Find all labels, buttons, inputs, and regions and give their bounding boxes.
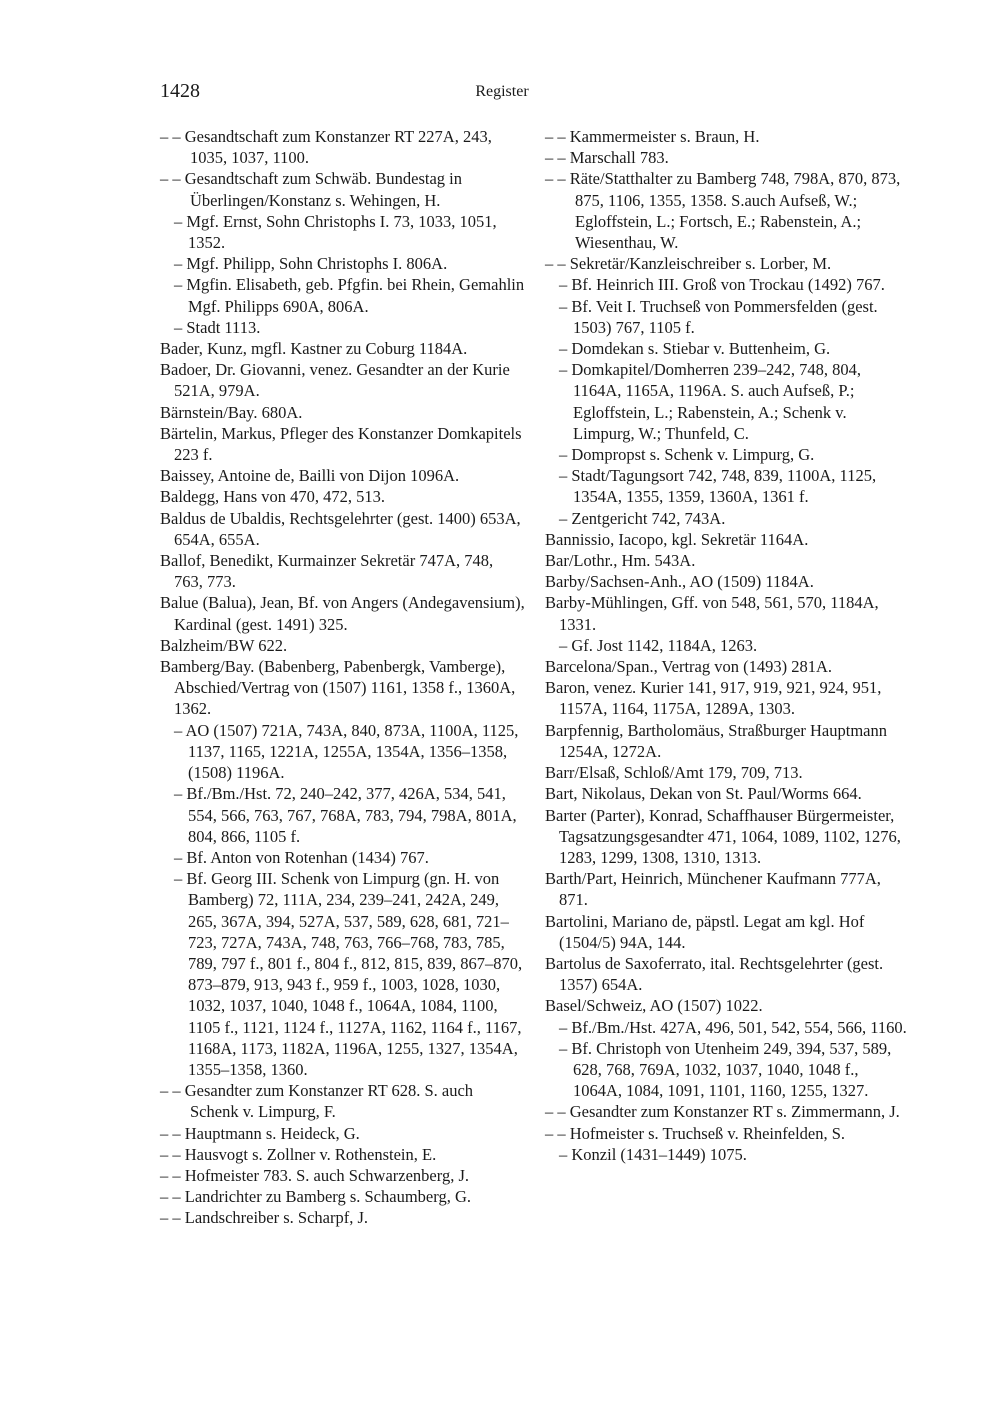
- index-entry: – – Gesandter zum Konstanzer RT s. Zimmermann, J.: [545, 1102, 900, 1122]
- index-entry: – – Landrichter zu Bamberg s. Schaumberg, G.: [160, 1187, 471, 1207]
- index-entry: – – Landschreiber s. Scharpf, J.: [160, 1208, 369, 1228]
- index-entry: – Bf. Georg III. Schenk von Limpurg (gn. H. von Bamberg) 72, 111A, 234, 239–241, 242A, 249, 265, 367A, 394, 527A, 537, 589, 628, 681, 721–723, 727A, 743A, 748, 763, 766–768, 783, 785, 789, 797 f., 801 f., 804 f., 812, 815, 839, 867–870, 873–879, 913, 943 f., 959 f., 1003, 1028, 1030, 1032, 1037, 1040, 1048 f., 1064A, 1084, 1100, 1105 f., 1121, 1124 f., 1127A, 1162, 1164 f., 1167, 1168A, 1173, 1182A, 1196A, 1255, 1327, 1354A, 1355–1358, 1360.: [174, 869, 523, 1079]
- index-entry: Balue (Balua), Jean, Bf. von Angers (Andegavensium), Kardinal (gest. 1491) 325.: [160, 593, 525, 634]
- index-entry: – Domkapitel/Domherren 239–242, 748, 804, 1164A, 1165A, 1196A. S. auch Aufseß, P.; Egloffstein, L.; Rabenstein, A.; Schenk v. Limpurg, W.; Thunfeld, C.: [559, 360, 861, 443]
- index-entry: Baldus de Ubaldis, Rechtsgelehrter (gest. 1400) 653A, 654A, 655A.: [160, 508, 521, 549]
- index-entry: – Stadt/Tagungsort 742, 748, 839, 1100A, 1125, 1354A, 1355, 1359, 1360A, 1361 f.: [559, 466, 877, 507]
- index-entry: – Bf./Bm./Hst. 72, 240–242, 377, 426A, 534, 541, 554, 566, 763, 767, 768A, 783, 794, 798A, 801A, 804, 866, 1105 f.: [174, 784, 517, 846]
- index-entry: Ballof, Benedikt, Kurmainzer Sekretär 747A, 748, 763, 773.: [160, 551, 494, 592]
- index-entry: – Bf./Bm./Hst. 427A, 496, 501, 542, 554, 566, 1160.: [559, 1017, 907, 1037]
- index-entry: – – Hauptmann s. Heideck, G.: [160, 1123, 360, 1143]
- index-entry: Barth/Part, Heinrich, Münchener Kaufmann 777A, 871.: [545, 869, 881, 910]
- index-entry: – Mgfin. Elisabeth, geb. Pfgfin. bei Rhein, Gemahlin Mgf. Philipps 690A, 806A.: [174, 275, 525, 316]
- index-entry: – – Hausvogt s. Zollner v. Rothenstein, E.: [160, 1144, 437, 1164]
- index-entry: Barby-Mühlingen, Gff. von 548, 561, 570, 1184A, 1331.: [545, 593, 879, 634]
- index-entry: Bärnstein/Bay. 680A.: [160, 402, 303, 422]
- index-entry: – Bf. Christoph von Utenheim 249, 394, 537, 589, 628, 768, 769A, 1032, 1037, 1040, 1048 f., 1064A, 1084, 1091, 1101, 1160, 1255, 1327.: [559, 1038, 892, 1101]
- index-entry: Baron, venez. Kurier 141, 917, 919, 921, 924, 951, 1157A, 1164, 1175A, 1289A, 1303.: [545, 678, 882, 719]
- index-entry: Bartolus de Saxoferrato, ital. Rechtsgelehrter (gest. 1357) 654A.: [545, 953, 884, 995]
- index-entry: Bader, Kunz, mgfl. Kastner zu Coburg 1184A.: [160, 339, 468, 359]
- index-entry: Baissey, Antoine de, Bailli von Dijon 1096A.: [160, 466, 460, 486]
- index-entry: – Bf. Heinrich III. Groß von Trockau (1492) 767.: [559, 275, 885, 295]
- index-entry: – – Kammermeister s. Braun, H.: [545, 127, 760, 146]
- index-entry: – Domdekan s. Stiebar v. Buttenheim, G.: [559, 339, 831, 359]
- index-entry: Barr/Elsaß, Schloß/Amt 179, 709, 713.: [545, 763, 803, 783]
- index-entry: – – Gesandtschaft zum Schwäb. Bundestag in Überlingen/Konstanz s. Wehingen, H.: [160, 169, 462, 210]
- index-entry: – – Räte/Statthalter zu Bamberg 748, 798A, 870, 873, 875, 1106, 1355, 1358. S.auch Aufseß, W.; Egloffstein, L.; Fortsch, E.; Rabenstein, A.; Wiesenthau, W.: [545, 169, 901, 253]
- index-entry: – – Sekretär/Kanzleischreiber s. Lorber, M.: [545, 254, 832, 274]
- index-entry: Bannissio, Iacopo, kgl. Sekretär 1164A.: [545, 529, 809, 549]
- index-entry: Barcelona/Span., Vertrag von (1493) 281A.: [545, 657, 833, 677]
- index-entry: Baldegg, Hans von 470, 472, 513.: [160, 487, 386, 507]
- index-entry: – Mgf. Philipp, Sohn Christophs I. 806A.: [174, 254, 448, 274]
- index-entry: Badoer, Dr. Giovanni, venez. Gesandter an der Kurie 521A, 979A.: [160, 360, 510, 401]
- index-entry: Bärtelin, Markus, Pfleger des Konstanzer Domkapitels 223 f.: [160, 423, 522, 465]
- index-entry: Bamberg/Bay. (Babenberg, Pabenbergk, Vamberge), Abschied/Vertrag von (1507) 1161, 1358 f., 1360A, 1362.: [160, 657, 516, 719]
- index-entry: – Stadt 1113.: [174, 317, 261, 337]
- index-entry: – – Hofmeister 783. S. auch Schwarzenberg, J.: [160, 1165, 469, 1185]
- index-entry: Barpfennig, Bartholomäus, Straßburger Hauptmann 1254A, 1272A.: [545, 720, 887, 761]
- index-entry: Basel/Schweiz, AO (1507) 1022.: [545, 996, 763, 1016]
- index-entry: – AO (1507) 721A, 743A, 840, 873A, 1100A, 1125, 1137, 1165, 1221A, 1255A, 1354A, 1356–1358, (1508) 1196A.: [174, 720, 519, 783]
- right-column: [545, 126, 910, 1165]
- index-entry: – – Gesandter zum Konstanzer RT 628. S. auch Schenk v. Limpurg, F.: [160, 1081, 474, 1122]
- index-entry: Bar/Lothr., Hm. 543A.: [545, 551, 696, 571]
- index-entry: – Gf. Jost 1142, 1184A, 1263.: [559, 635, 758, 655]
- index-entry: – Bf. Anton von Rotenhan (1434) 767.: [174, 847, 429, 867]
- page-number: 1428: [160, 80, 200, 102]
- index-entry: – Bf. Veit I. Truchseß von Pommersfelden (gest. 1503) 767, 1105 f.: [559, 296, 878, 337]
- index-entry: Bartolini, Mariano de, päpstl. Legat am kgl. Hof (1504/5) 94A, 144.: [545, 911, 865, 952]
- left-column: [160, 126, 525, 1229]
- index-entry: – Konzil (1431–1449) 1075.: [559, 1144, 747, 1164]
- index-entry: Bart, Nikolaus, Dekan von St. Paul/Worms 664.: [545, 784, 862, 804]
- index-entry: – Dompropst s. Schenk v. Limpurg, G.: [559, 445, 815, 465]
- running-head: Register: [475, 83, 529, 100]
- index-entry: – – Hofmeister s. Truchseß v. Rheinfelden, S.: [545, 1123, 846, 1143]
- index-entry: – – Gesandtschaft zum Konstanzer RT 227A, 243, 1035, 1037, 1100.: [160, 127, 492, 168]
- index-entry: Balzheim/BW 622.: [160, 635, 288, 655]
- index-entry: – Mgf. Ernst, Sohn Christophs I. 73, 1033, 1051, 1352.: [174, 211, 497, 253]
- index-entry: – – Marschall 783.: [545, 148, 669, 168]
- index-entry: – Zentgericht 742, 743A.: [559, 508, 726, 528]
- index-entry: Barby/Sachsen-Anh., AO (1509) 1184A.: [545, 572, 814, 592]
- index-entry: Barter (Parter), Konrad, Schaffhauser Bürgermeister, Tagsatzungsgesandter 471, 1064, 1089, 1102, 1276, 1283, 1299, 1308, 1310, 1313.: [545, 805, 901, 867]
